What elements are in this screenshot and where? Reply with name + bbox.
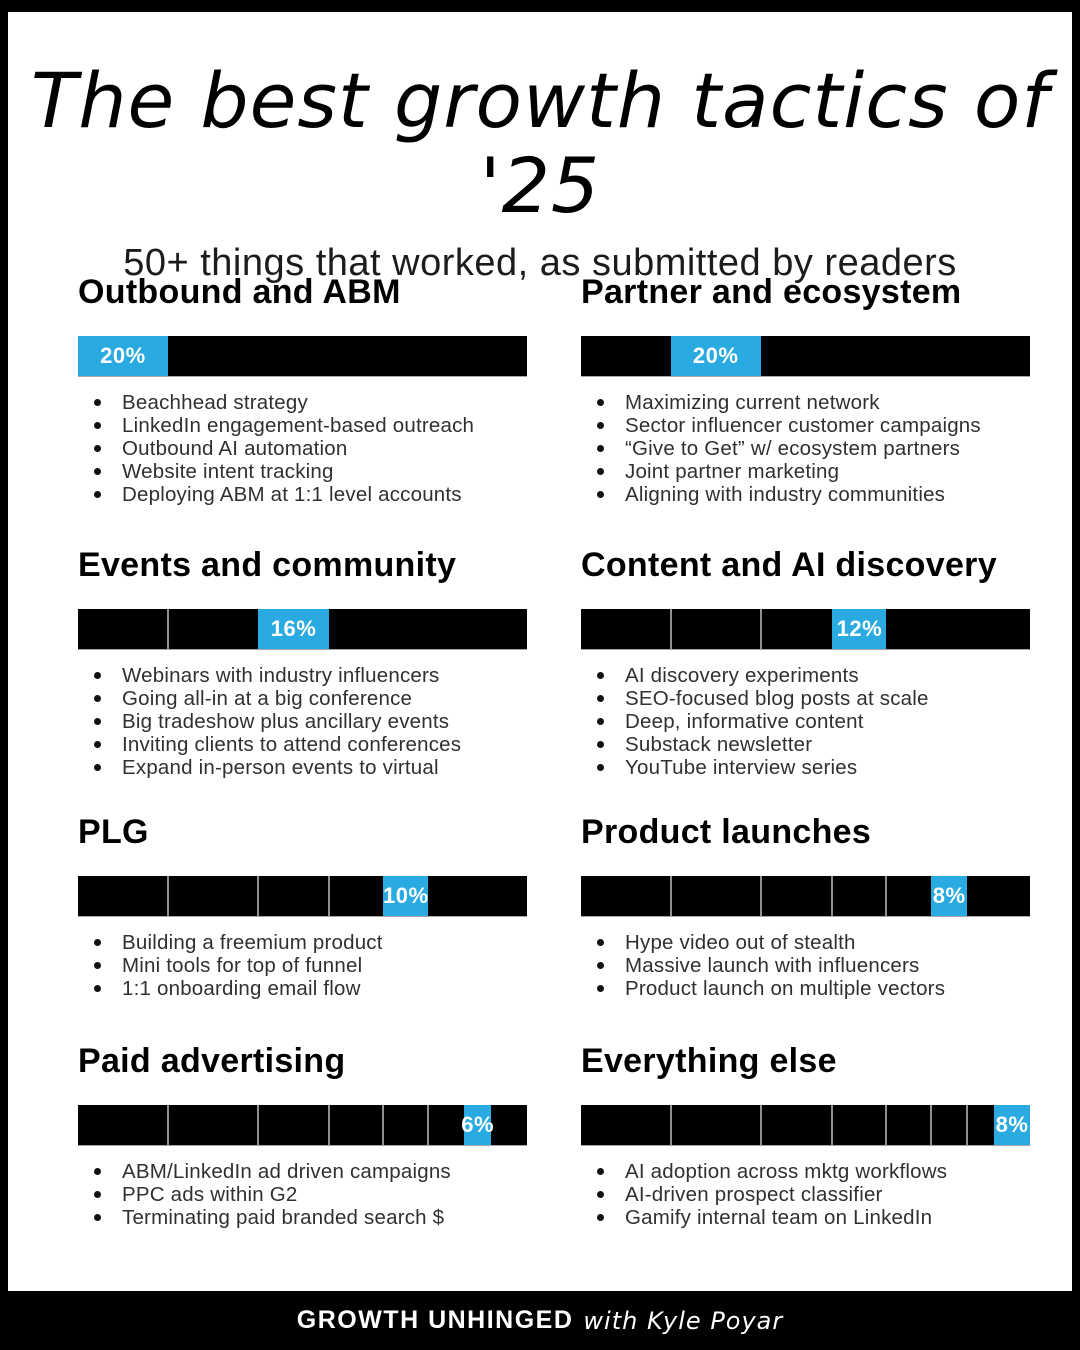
tactic-item: “Give to Get” w/ ecosystem partners	[581, 437, 1030, 460]
tactic-item: AI-driven prospect classifier	[581, 1183, 1030, 1206]
section-title: PLG	[78, 813, 149, 851]
share-bar	[581, 609, 1030, 649]
bar-segment-divider	[966, 1105, 968, 1145]
bar-segment-divider	[167, 1105, 169, 1145]
share-bar	[581, 876, 1030, 916]
tactic-item: Hype video out of stealth	[581, 931, 1030, 954]
tactics-list	[581, 391, 1030, 506]
bar-segment-divider	[760, 1105, 762, 1145]
bar-segment-divider	[831, 876, 833, 916]
tactic-item: Inviting clients to attend conferences	[78, 733, 527, 756]
share-bar	[581, 1105, 1030, 1145]
tactic-item: Terminating paid branded search $	[78, 1206, 527, 1229]
tactic-section	[78, 1041, 527, 1229]
section-title: Partner and ecosystem	[581, 273, 962, 311]
tactic-item: Sector influencer customer campaigns	[581, 414, 1030, 437]
share-bar-highlight: 6%	[464, 1105, 491, 1145]
tactic-item: Mini tools for top of funnel	[78, 954, 527, 977]
tactics-list	[581, 931, 1030, 1000]
tactic-item: Deploying ABM at 1:1 level accounts	[78, 483, 527, 506]
share-bar-highlight: 8%	[931, 876, 967, 916]
share-bar-highlight: 12%	[832, 609, 886, 649]
footer-byline: with Kyle Poyar	[583, 1306, 784, 1335]
tactics-list	[78, 931, 527, 1000]
tactic-item: LinkedIn engagement-based outreach	[78, 414, 527, 437]
tactic-section	[78, 812, 527, 1000]
tactic-item: Big tradeshow plus ancillary events	[78, 710, 527, 733]
tactic-item: ABM/LinkedIn ad driven campaigns	[78, 1160, 527, 1183]
share-bar-highlight: 8%	[994, 1105, 1030, 1145]
bar-segment-divider	[831, 1105, 833, 1145]
section-title: Paid advertising	[78, 1042, 346, 1080]
tactic-section	[581, 1041, 1030, 1229]
section-title: Everything else	[581, 1042, 837, 1080]
tactic-item: Product launch on multiple vectors	[581, 977, 1030, 1000]
bar-segment-divider	[328, 1105, 330, 1145]
share-bar	[78, 1105, 527, 1145]
share-bar-highlight: 20%	[671, 336, 761, 376]
tactic-item: Building a freemium product	[78, 931, 527, 954]
bar-segment-divider	[167, 609, 169, 649]
bar-segment-divider	[670, 876, 672, 916]
tactic-item: Massive launch with influencers	[581, 954, 1030, 977]
tactic-section	[78, 545, 527, 779]
tactic-item: YouTube interview series	[581, 756, 1030, 779]
tactic-item: PPC ads within G2	[78, 1183, 527, 1206]
share-bar-highlight: 10%	[383, 876, 428, 916]
bar-segment-divider	[670, 609, 672, 649]
share-bar	[78, 336, 527, 376]
section-title: Product launches	[581, 813, 872, 851]
tactic-item: 1:1 onboarding email flow	[78, 977, 527, 1000]
tactic-item: Deep, informative content	[581, 710, 1030, 733]
section-title: Events and community	[78, 546, 457, 584]
tactic-item: Going all-in at a big conference	[78, 687, 527, 710]
tactic-item: Outbound AI automation	[78, 437, 527, 460]
footer-brand: GROWTH UNHINGED	[296, 1306, 574, 1334]
tactic-item: Maximizing current network	[581, 391, 1030, 414]
tactic-section	[78, 272, 527, 506]
tactics-list	[78, 1160, 527, 1229]
tactic-item: Webinars with industry influencers	[78, 664, 527, 687]
header	[0, 58, 1080, 285]
tactic-item: Beachhead strategy	[78, 391, 527, 414]
share-bar-highlight: 20%	[78, 336, 168, 376]
bar-segment-divider	[328, 876, 330, 916]
share-bar	[581, 336, 1030, 376]
page-title: The best growth tactics of '25	[30, 56, 1050, 231]
share-bar	[78, 609, 527, 649]
tactics-list	[581, 1160, 1030, 1229]
bar-segment-divider	[167, 876, 169, 916]
tactic-item: Substack newsletter	[581, 733, 1030, 756]
tactic-item: AI adoption across mktg workflows	[581, 1160, 1030, 1183]
tactics-list	[581, 664, 1030, 779]
bar-segment-divider	[760, 609, 762, 649]
bar-segment-divider	[760, 876, 762, 916]
tactic-section	[581, 812, 1030, 1000]
tactics-list	[78, 391, 527, 506]
section-title: Outbound and ABM	[78, 273, 401, 311]
bar-segment-divider	[427, 1105, 429, 1145]
bar-segment-divider	[257, 876, 259, 916]
tactic-item: AI discovery experiments	[581, 664, 1030, 687]
tactics-list	[78, 664, 527, 779]
bar-segment-divider	[885, 1105, 887, 1145]
page-subtitle: 50+ things that worked, as submitted by readers	[123, 242, 957, 285]
share-bar-highlight: 16%	[258, 609, 330, 649]
tactic-item: Aligning with industry communities	[581, 483, 1030, 506]
bar-segment-divider	[885, 876, 887, 916]
bar-segment-divider	[257, 1105, 259, 1145]
footer-bar	[0, 1291, 1080, 1350]
tactic-item: Gamify internal team on LinkedIn	[581, 1206, 1030, 1229]
tactic-item: Expand in-person events to virtual	[78, 756, 527, 779]
bar-segment-divider	[930, 1105, 932, 1145]
tactic-item: Website intent tracking	[78, 460, 527, 483]
bar-segment-divider	[670, 1105, 672, 1145]
tactic-section	[581, 545, 1030, 779]
tactic-item: SEO-focused blog posts at scale	[581, 687, 1030, 710]
section-title: Content and AI discovery	[581, 546, 997, 584]
tactic-section	[581, 272, 1030, 506]
tactic-item: Joint partner marketing	[581, 460, 1030, 483]
bar-segment-divider	[382, 1105, 384, 1145]
share-bar	[78, 876, 527, 916]
